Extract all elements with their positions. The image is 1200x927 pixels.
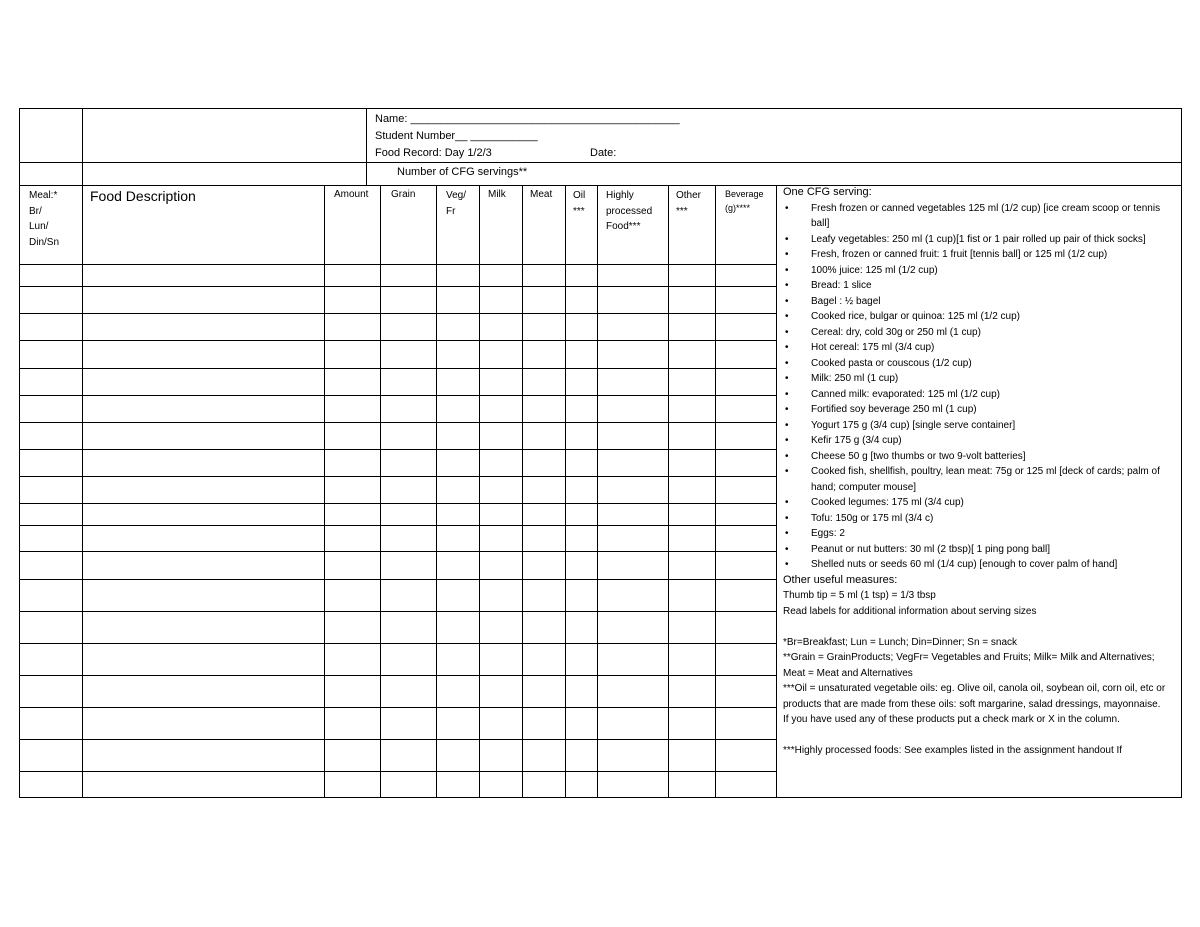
col-divider [668, 185, 669, 798]
col-divider [380, 185, 381, 798]
other-measures-title: Other useful measures: [783, 573, 898, 586]
serving-item: • Cooked pasta or couscous (1/2 cup) [783, 356, 1168, 372]
food-group-note: **Grain = GrainProducts; VegFr= Vegetables and Fruits; Milk= Milk and Alternatives; Meat = Meat and Alternatives [783, 652, 1155, 679]
col-divider [436, 185, 437, 798]
other-header-line: *** [676, 205, 688, 217]
row-divider [19, 449, 776, 450]
beverage-header [725, 187, 764, 215]
col-divider [522, 185, 523, 798]
serving-item: • Fortified soy beverage 250 ml (1 cup) [783, 402, 1168, 418]
oil-note: ***Oil = unsaturated vegetable oils: eg. Olive oil, canola oil, soybean oil, corn oil, etc or products that are made from these oils: soft margarine, salad dressings, mayonnaise. If you have used any of these products put a check mark or X in the column. [783, 683, 1166, 725]
meat-header: Meat [530, 189, 553, 200]
serving-list [783, 201, 1168, 573]
row-divider [19, 503, 776, 504]
highly-processed-header-line: processed [606, 205, 653, 217]
serving-item: • Cooked rice, bulgar or quinoa: 125 ml (1/2 cup) [783, 309, 1168, 325]
food-description-header: Food Description [90, 188, 196, 204]
serving-item: • Eggs: 2 [783, 526, 1168, 542]
highly-processed-header [606, 188, 652, 235]
cfg-servings-label: Number of CFG servings** [397, 166, 528, 178]
vegfr-header [446, 188, 466, 219]
row-divider [19, 313, 776, 314]
meal-header-line: Br/ [29, 205, 42, 217]
row-divider [19, 422, 776, 423]
row-divider [19, 551, 776, 552]
row-divider [19, 476, 776, 477]
serving-item: • Canned milk: evaporated: 125 ml (1/2 cup) [783, 387, 1168, 403]
date-field[interactable]: Date: [590, 147, 617, 159]
other-header [676, 188, 701, 219]
serving-item: • Bagel : ½ bagel [783, 294, 1168, 310]
name-field[interactable]: Name: ____________________________________________ [375, 113, 680, 125]
highly-processed-note: ***Highly processed foods: See examples listed in the assignment handout If [783, 745, 1123, 756]
serving-item: • Cereal: dry, cold 30g or 250 ml (1 cup) [783, 325, 1168, 341]
serving-item: • Peanut or nut butters: 30 ml (2 tbsp)[ 1 ping pong ball] [783, 542, 1168, 558]
amount-header: Amount [334, 189, 369, 200]
serving-item: • Milk: 250 ml (1 cup) [783, 371, 1168, 387]
serving-item: • Tofu: 150g or 175 ml (3/4 c) [783, 511, 1168, 527]
col-divider [82, 108, 83, 798]
col-divider [776, 185, 777, 798]
serving-item: • Leafy vegetables: 250 ml (1 cup)[1 fist or 1 pair rolled up pair of thick socks] [783, 232, 1168, 248]
col-divider [597, 185, 598, 798]
vegfr-header-line: Veg/ [446, 190, 467, 201]
col-divider [565, 185, 566, 798]
milk-header: Milk [488, 189, 506, 200]
row-divider [19, 162, 1182, 163]
meal-header-line: Lun/ [29, 221, 49, 232]
spacer [783, 728, 1168, 744]
beverage-header-line: (g)**** [725, 203, 751, 213]
read-labels-note: Read labels for additional information about serving sizes [783, 605, 1037, 617]
serving-item: • Bread: 1 slice [783, 278, 1168, 294]
col-divider [324, 185, 325, 798]
row-divider [19, 675, 776, 676]
meal-header-line: Din/Sn [29, 236, 60, 248]
serving-item: • Fresh, frozen or canned fruit: 1 fruit [tennis ball] or 125 ml (1/2 cup) [783, 247, 1168, 263]
row-divider [19, 264, 776, 265]
row-divider [19, 286, 776, 287]
serving-item: • Cooked fish, shellfish, poultry, lean meat: 75g or 125 ml [deck of cards; palm of hand; computer mouse] [783, 464, 1168, 495]
serving-item: • Shelled nuts or seeds 60 ml (1/4 cup) [enough to cover palm of hand] [783, 557, 1168, 573]
thumb-tip-note: Thumb tip = 5 ml (1 tsp) = 1/3 tbsp [783, 590, 936, 601]
row-divider [19, 525, 776, 526]
serving-item: • Cooked legumes: 175 ml (3/4 cup) [783, 495, 1168, 511]
serving-item: • Kefir 175 g (3/4 cup) [783, 433, 1168, 449]
food-record-day-label: Food Record: Day 1/2/3 [375, 147, 492, 159]
grain-header: Grain [391, 189, 416, 200]
row-divider [19, 395, 776, 396]
row-divider [19, 368, 776, 369]
oil-header-line: *** [573, 205, 585, 217]
meal-abbrev-note: *Br=Breakfast; Lun = Lunch; Din=Dinner; Sn = snack [783, 636, 1018, 648]
serving-item: • 100% juice: 125 ml (1/2 cup) [783, 263, 1168, 279]
row-divider [19, 771, 776, 772]
row-divider [19, 739, 776, 740]
serving-item: • Yogurt 175 g (3/4 cup) [single serve container] [783, 418, 1168, 434]
row-divider [19, 643, 776, 644]
meal-header-line: Meal:* [29, 190, 58, 201]
serving-item: • Cheese 50 g [two thumbs or two 9-volt batteries] [783, 449, 1168, 465]
oil-header [573, 188, 585, 219]
serving-item: • Fresh frozen or canned vegetables 125 ml (1/2 cup) [ice cream scoop or tennis ball] [783, 201, 1168, 232]
row-divider [19, 611, 776, 612]
beverage-header-line: Beverage [725, 189, 764, 199]
row-divider [19, 340, 776, 341]
oil-header-line: Oil [573, 190, 586, 201]
one-cfg-serving-title: One CFG serving: [783, 186, 872, 198]
col-divider [479, 185, 480, 798]
highly-processed-header-line: Food*** [606, 221, 641, 232]
serving-info-panel [783, 185, 1168, 759]
col-divider [715, 185, 716, 798]
vegfr-header-line: Fr [446, 205, 456, 217]
other-header-line: Other [676, 190, 702, 201]
highly-processed-header-line: Highly [606, 190, 634, 201]
student-number-field[interactable]: Student Number__ ___________ [375, 130, 538, 142]
row-divider [19, 579, 776, 580]
serving-item: • Hot cereal: 175 ml (3/4 cup) [783, 340, 1168, 356]
spacer [783, 619, 1168, 635]
col-divider [366, 108, 367, 185]
row-divider [19, 707, 776, 708]
meal-header [29, 188, 59, 250]
